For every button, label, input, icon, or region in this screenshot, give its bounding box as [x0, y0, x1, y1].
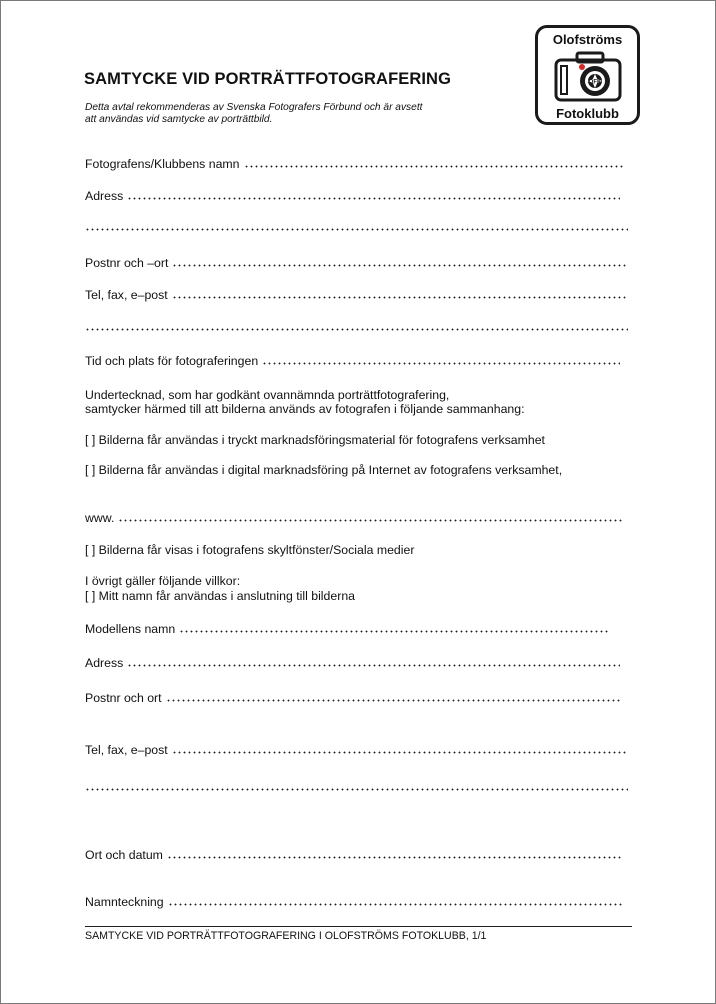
- model-contact-label: Tel, fax, e–post: [85, 743, 168, 757]
- other-terms-label: I övrigt gäller följande villkor:: [85, 574, 241, 588]
- page-title: SAMTYCKE VID PORTRÄTTFOTOGRAFERING: [84, 70, 452, 88]
- photographer-contact-label: Tel, fax, e–post: [85, 288, 168, 302]
- www-label: www.: [85, 511, 115, 525]
- photographer-name-field[interactable]: [85, 155, 625, 171]
- logo-bottom-text: Fotoklubb: [556, 106, 619, 121]
- consent-line-2: samtycker härmed till att bilderna används av fotografen i följande sammanhang:: [85, 402, 525, 416]
- footer-divider: [85, 926, 632, 927]
- dotted-line: [85, 788, 628, 791]
- photographer-address-extra-field[interactable]: [85, 218, 628, 234]
- dotted-line: [179, 630, 608, 633]
- signature-label: Namnteckning: [85, 895, 164, 909]
- photographer-address-label: Adress: [85, 189, 124, 203]
- model-name-field[interactable]: [85, 620, 608, 636]
- www-field[interactable]: [85, 509, 622, 525]
- intro-line-2: att användas vid samtycke av porträttbild.: [85, 114, 273, 125]
- dotted-line: [166, 699, 622, 702]
- model-name-label: Modellens namn: [85, 622, 176, 636]
- dotted-line: [172, 751, 628, 754]
- page-footer: SAMTYCKE VID PORTRÄTTFOTOGRAFERING I OLOFSTRÖMS FOTOKLUBB, 1/1: [85, 930, 487, 942]
- logo-top-text: Olofströms: [552, 32, 623, 47]
- dotted-line: [262, 362, 620, 365]
- model-address-field[interactable]: [85, 654, 620, 670]
- consent-line-1: Undertecknad, som har godkänt ovannämnda porträttfotografering,: [85, 388, 450, 402]
- option-name-checkbox[interactable]: [ ] Mitt namn får användas i anslutning till bilderna: [85, 589, 355, 603]
- dotted-line: [118, 519, 622, 522]
- photographer-address-field[interactable]: [85, 187, 620, 203]
- photographer-postal-label: Postnr och –ort: [85, 256, 169, 270]
- camera-icon: [552, 50, 624, 104]
- option-print-checkbox[interactable]: [ ] Bilderna får användas i tryckt marknadsföringsmaterial för fotografens verksamhet: [85, 433, 545, 447]
- photographer-name-label: Fotografens/Klubbens namn: [85, 157, 240, 171]
- dotted-line: [168, 903, 622, 906]
- dotted-line: [85, 328, 628, 331]
- model-address-label: Adress: [85, 656, 124, 670]
- model-postal-field[interactable]: [85, 689, 622, 705]
- photographer-postal-field[interactable]: [85, 254, 628, 270]
- model-postal-label: Postnr och ort: [85, 691, 162, 705]
- model-contact-field[interactable]: [85, 741, 628, 757]
- place-date-label: Ort och datum: [85, 848, 163, 862]
- signature-field[interactable]: [85, 893, 622, 909]
- dotted-line: [127, 197, 620, 200]
- place-date-field[interactable]: [85, 846, 622, 862]
- time-place-field[interactable]: [85, 352, 620, 368]
- intro-text: [85, 102, 422, 126]
- club-logo: [535, 25, 640, 125]
- photographer-contact-extra-field[interactable]: [85, 318, 628, 334]
- option-window-checkbox[interactable]: [ ] Bilderna får visas i fotografens skyltfönster/Sociala medier: [85, 543, 415, 557]
- dotted-line: [85, 228, 628, 231]
- model-contact-extra-field[interactable]: [85, 778, 628, 794]
- option-digital-checkbox[interactable]: [ ] Bilderna får användas i digital marknadsföring på Internet av fotografens verksamhet,: [85, 463, 563, 477]
- dotted-line: [167, 856, 622, 859]
- dotted-line: [172, 296, 628, 299]
- intro-line-1: Detta avtal rekommenderas av Svenska Fotografers Förbund och är avsett: [85, 102, 423, 113]
- photographer-contact-field[interactable]: [85, 286, 628, 302]
- dotted-line: [127, 664, 620, 667]
- time-place-label: Tid och plats för fotograferingen: [85, 354, 259, 368]
- dotted-line: [244, 165, 626, 168]
- dotted-line: [172, 264, 628, 267]
- consent-statement: [85, 388, 525, 416]
- svg-text:OFK: OFK: [588, 79, 602, 86]
